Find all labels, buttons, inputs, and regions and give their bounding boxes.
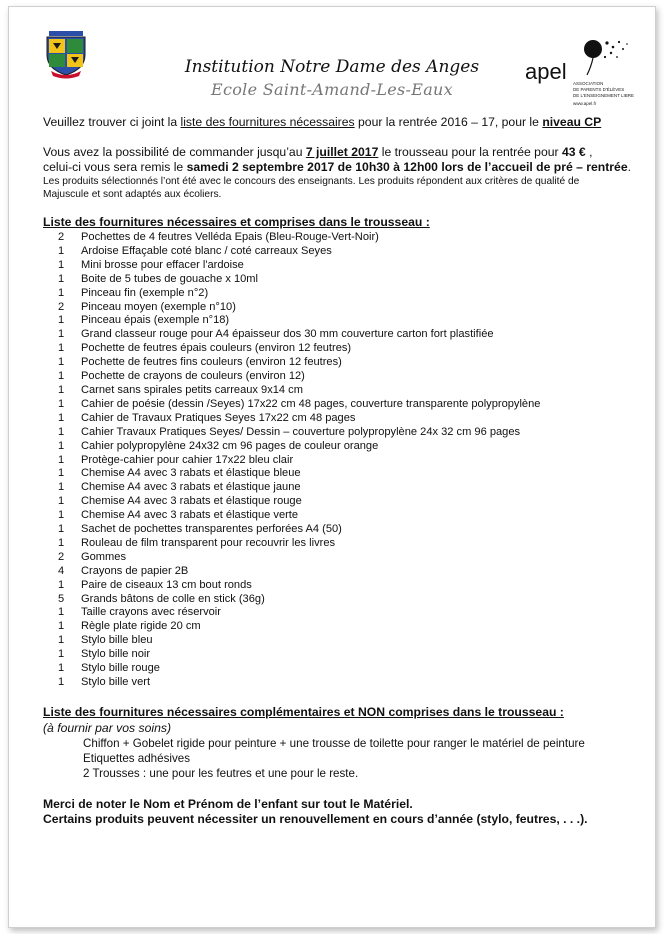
closing-line-1: Merci de noter le Nom et Prénom de l’enfant sur tout le Matériel. xyxy=(43,796,413,811)
apel-website: www.apel.fr xyxy=(573,101,597,106)
supply-item xyxy=(43,606,633,620)
supply-quantity: 1 xyxy=(58,481,65,494)
supply-label: Paire de ciseaux 13 cm bout ronds xyxy=(81,578,252,591)
supply-item xyxy=(43,551,633,565)
supply-item xyxy=(43,565,633,579)
school-name: Institution Notre Dame des Anges xyxy=(184,57,480,77)
extra-item: 2 Trousses : une pour les feutres et une pour le reste. xyxy=(83,766,359,780)
supply-quantity: 1 xyxy=(58,523,65,536)
supply-item xyxy=(43,454,633,468)
supply-quantity: 1 xyxy=(58,676,65,688)
supply-label: Mini brosse pour effacer l'ardoise xyxy=(81,258,244,271)
intro-text: celui-ci vous sera remis le xyxy=(43,160,187,174)
supply-quantity: 2 xyxy=(58,300,65,313)
supply-label: Cahier polypropylène 24x32 cm 96 pages de couleur orange xyxy=(81,439,379,452)
supply-quantity: 1 xyxy=(58,328,65,341)
supply-label: Taille crayons avec réservoir xyxy=(81,606,221,619)
pickup-date: samedi 2 septembre 2017 de 10h30 à 12h00 lors de l’accueil de pré – rentrée xyxy=(186,160,628,174)
extra-item: Etiquettes adhésives xyxy=(83,751,190,765)
supply-label: Protège-cahier pour cahier 17x22 bleu clair xyxy=(81,453,294,466)
supply-item xyxy=(43,495,633,509)
quality-note-1: Les produits sélectionnés l’ont été avec le concours des enseignants. Les produits répondent aux critères de qualité de xyxy=(43,176,580,187)
included-list-title: Liste des fournitures nécessaires et comprises dans le trousseau : xyxy=(43,215,430,229)
supply-label: Grand classeur rouge pour A4 épaisseur dos 30 mm couverture carton fort plastifiée xyxy=(81,328,494,341)
supply-label: Rouleau de film transparent pour recouvrir les livres xyxy=(81,536,336,549)
supply-item xyxy=(43,384,633,398)
supply-item xyxy=(43,509,633,523)
supply-label: Carnet sans spirales petits carreaux 9x14 cm xyxy=(81,383,303,396)
intro-text: . xyxy=(627,160,632,174)
quality-note-2: Majuscule et sont adaptés aux écoliers. xyxy=(43,189,222,200)
supply-label: Pinceau épais (exemple n°18) xyxy=(81,314,230,327)
supply-label: Ardoise Effaçable coté blanc / coté carreaux Seyes xyxy=(81,244,332,257)
supply-quantity: 2 xyxy=(58,550,65,563)
supply-label: Grands bâtons de colle en stick (36g) xyxy=(81,592,265,605)
closing-line-2: Certains produits peuvent nécessiter un renouvellement en cours d’année (stylo, feutres, . . .). xyxy=(43,811,588,826)
supply-quantity: 1 xyxy=(58,286,65,299)
supply-item xyxy=(43,593,633,607)
intro-text: , xyxy=(585,145,593,159)
supply-item xyxy=(43,301,633,315)
supply-item xyxy=(43,648,633,662)
intro-text: Veuillez trouver ci joint la xyxy=(43,115,181,129)
supply-item xyxy=(43,467,633,481)
supply-label: Pinceau fin (exemple n°2) xyxy=(81,286,209,299)
supply-label: Cahier Travaux Pratiques Seyes/ Dessin – couverture polypropylène 24x 32 cm 96 pages xyxy=(81,425,521,438)
supply-label: Chemise A4 avec 3 rabats et élastique rouge xyxy=(81,495,302,508)
supply-quantity: 1 xyxy=(58,439,65,452)
class-level: niveau CP xyxy=(542,115,602,129)
apel-tagline-3: DE L'ENSEIGNEMENT LIBRE xyxy=(573,93,635,98)
supply-quantity: 1 xyxy=(58,620,65,633)
supply-item xyxy=(43,634,633,648)
supply-label: Cahier de poésie (dessin /Seyes) 17x22 cm 48 pages, couverture transparente polypropylène xyxy=(81,397,541,410)
supply-quantity: 1 xyxy=(58,314,65,327)
supply-label: Cahier de Travaux Pratiques Seyes 17x22 cm 48 pages xyxy=(81,411,356,424)
intro-paragraph-3 xyxy=(43,160,633,175)
supply-item xyxy=(43,273,633,287)
supply-item xyxy=(43,342,633,356)
supply-item xyxy=(43,314,633,328)
supply-label: Pochette de feutres épais couleurs (environ 12 feutres) xyxy=(81,342,352,355)
supply-item xyxy=(43,579,633,593)
supply-quantity: 1 xyxy=(58,467,65,480)
supply-label: Règle plate rigide 20 cm xyxy=(81,620,201,633)
supply-item xyxy=(43,328,633,342)
supply-item xyxy=(43,259,633,273)
supply-item xyxy=(43,523,633,537)
supply-label: Stylo bille vert xyxy=(81,676,151,688)
supply-quantity: 1 xyxy=(58,648,65,661)
supply-quantity: 1 xyxy=(58,383,65,396)
apel-tagline-2: DE PARENTS D'ÉLÈVES xyxy=(573,87,625,92)
supply-quantity: 1 xyxy=(58,425,65,438)
supply-label: Gommes xyxy=(81,550,126,563)
supply-item xyxy=(43,537,633,551)
order-deadline: 7 juillet 2017 xyxy=(305,145,379,159)
extra-list-subtitle: (à fournir par vos soins) xyxy=(43,720,172,735)
supply-label: Stylo bille bleu xyxy=(81,634,153,647)
supply-quantity: 4 xyxy=(58,564,65,577)
supply-quantity: 1 xyxy=(58,258,65,271)
supply-quantity: 1 xyxy=(58,509,65,522)
school-subtitle: Ecole Saint-Amand-Les-Eaux xyxy=(211,80,453,99)
document-page xyxy=(8,6,656,928)
supply-item xyxy=(43,440,633,454)
supply-label: Pochette de feutres fins couleurs (environ 12 feutres) xyxy=(81,356,342,369)
supply-quantity: 1 xyxy=(58,453,65,466)
intro-list-reference: liste des fournitures nécessaires xyxy=(180,115,355,129)
supply-item xyxy=(43,287,633,301)
supply-quantity: 1 xyxy=(58,411,65,424)
supply-label: Chemise A4 avec 3 rabats et élastique verte xyxy=(81,509,299,522)
supply-label: Pinceau moyen (exemple n°10) xyxy=(81,300,236,313)
supply-quantity: 1 xyxy=(58,342,65,355)
supply-item xyxy=(43,356,633,370)
intro-text: pour la rentrée 2016 – 17, pour le xyxy=(354,115,543,129)
supply-quantity: 1 xyxy=(58,397,65,410)
kit-price: 43 € xyxy=(561,145,586,159)
intro-paragraph-2 xyxy=(43,145,633,160)
supply-quantity: 1 xyxy=(58,370,65,383)
extra-item: Chiffon + Gobelet rigide pour peinture + une trousse de toilette pour ranger le matériel de peinture xyxy=(83,736,585,750)
intro-text: Vous avez la possibilité de commander jusqu’au xyxy=(43,145,306,159)
supply-quantity: 1 xyxy=(58,606,65,619)
document-body xyxy=(43,115,633,827)
supply-label: Stylo bille rouge xyxy=(81,662,160,675)
supply-item xyxy=(43,231,633,245)
supply-label: Crayons de papier 2B xyxy=(81,564,189,577)
supply-item xyxy=(43,662,633,676)
included-supplies-list xyxy=(43,231,633,690)
supply-item xyxy=(43,412,633,426)
intro-paragraph-1 xyxy=(43,115,633,130)
supply-item xyxy=(43,676,633,690)
supply-item xyxy=(43,620,633,634)
supply-label: Pochette de crayons de couleurs (environ 12) xyxy=(81,370,305,383)
supply-quantity: 5 xyxy=(58,592,65,605)
supply-quantity: 1 xyxy=(58,634,65,647)
supply-item xyxy=(43,481,633,495)
supply-quantity: 1 xyxy=(58,244,65,257)
supply-quantity: 1 xyxy=(58,578,65,591)
intro-text: le trousseau pour la rentrée pour xyxy=(378,145,562,159)
apel-name: apel xyxy=(525,59,567,84)
supply-label: Sachet de pochettes transparentes perforées A4 (50) xyxy=(81,523,342,536)
supply-item xyxy=(43,398,633,412)
supply-quantity: 2 xyxy=(58,231,65,243)
supply-quantity: 1 xyxy=(58,272,65,285)
supply-item xyxy=(43,370,633,384)
supply-quantity: 1 xyxy=(58,662,65,675)
supply-label: Chemise A4 avec 3 rabats et élastique jaune xyxy=(81,481,301,494)
extra-list-title: Liste des fournitures nécessaires complémentaires et NON comprises dans le trousseau : xyxy=(43,704,564,719)
supply-label: Chemise A4 avec 3 rabats et élastique bleue xyxy=(81,467,301,480)
apel-tagline-1: ASSOCIATION xyxy=(573,81,604,86)
supply-quantity: 1 xyxy=(58,495,65,508)
supply-item xyxy=(43,426,633,440)
supply-item xyxy=(43,245,633,259)
supply-label: Pochettes de 4 feutres Velléda Epais (Bleu-Rouge-Vert-Noir) xyxy=(81,231,379,243)
supply-quantity: 1 xyxy=(58,356,65,369)
supply-label: Stylo bille noir xyxy=(81,648,151,661)
supply-label: Boite de 5 tubes de gouache x 10ml xyxy=(81,272,259,285)
supply-quantity: 1 xyxy=(58,536,65,549)
